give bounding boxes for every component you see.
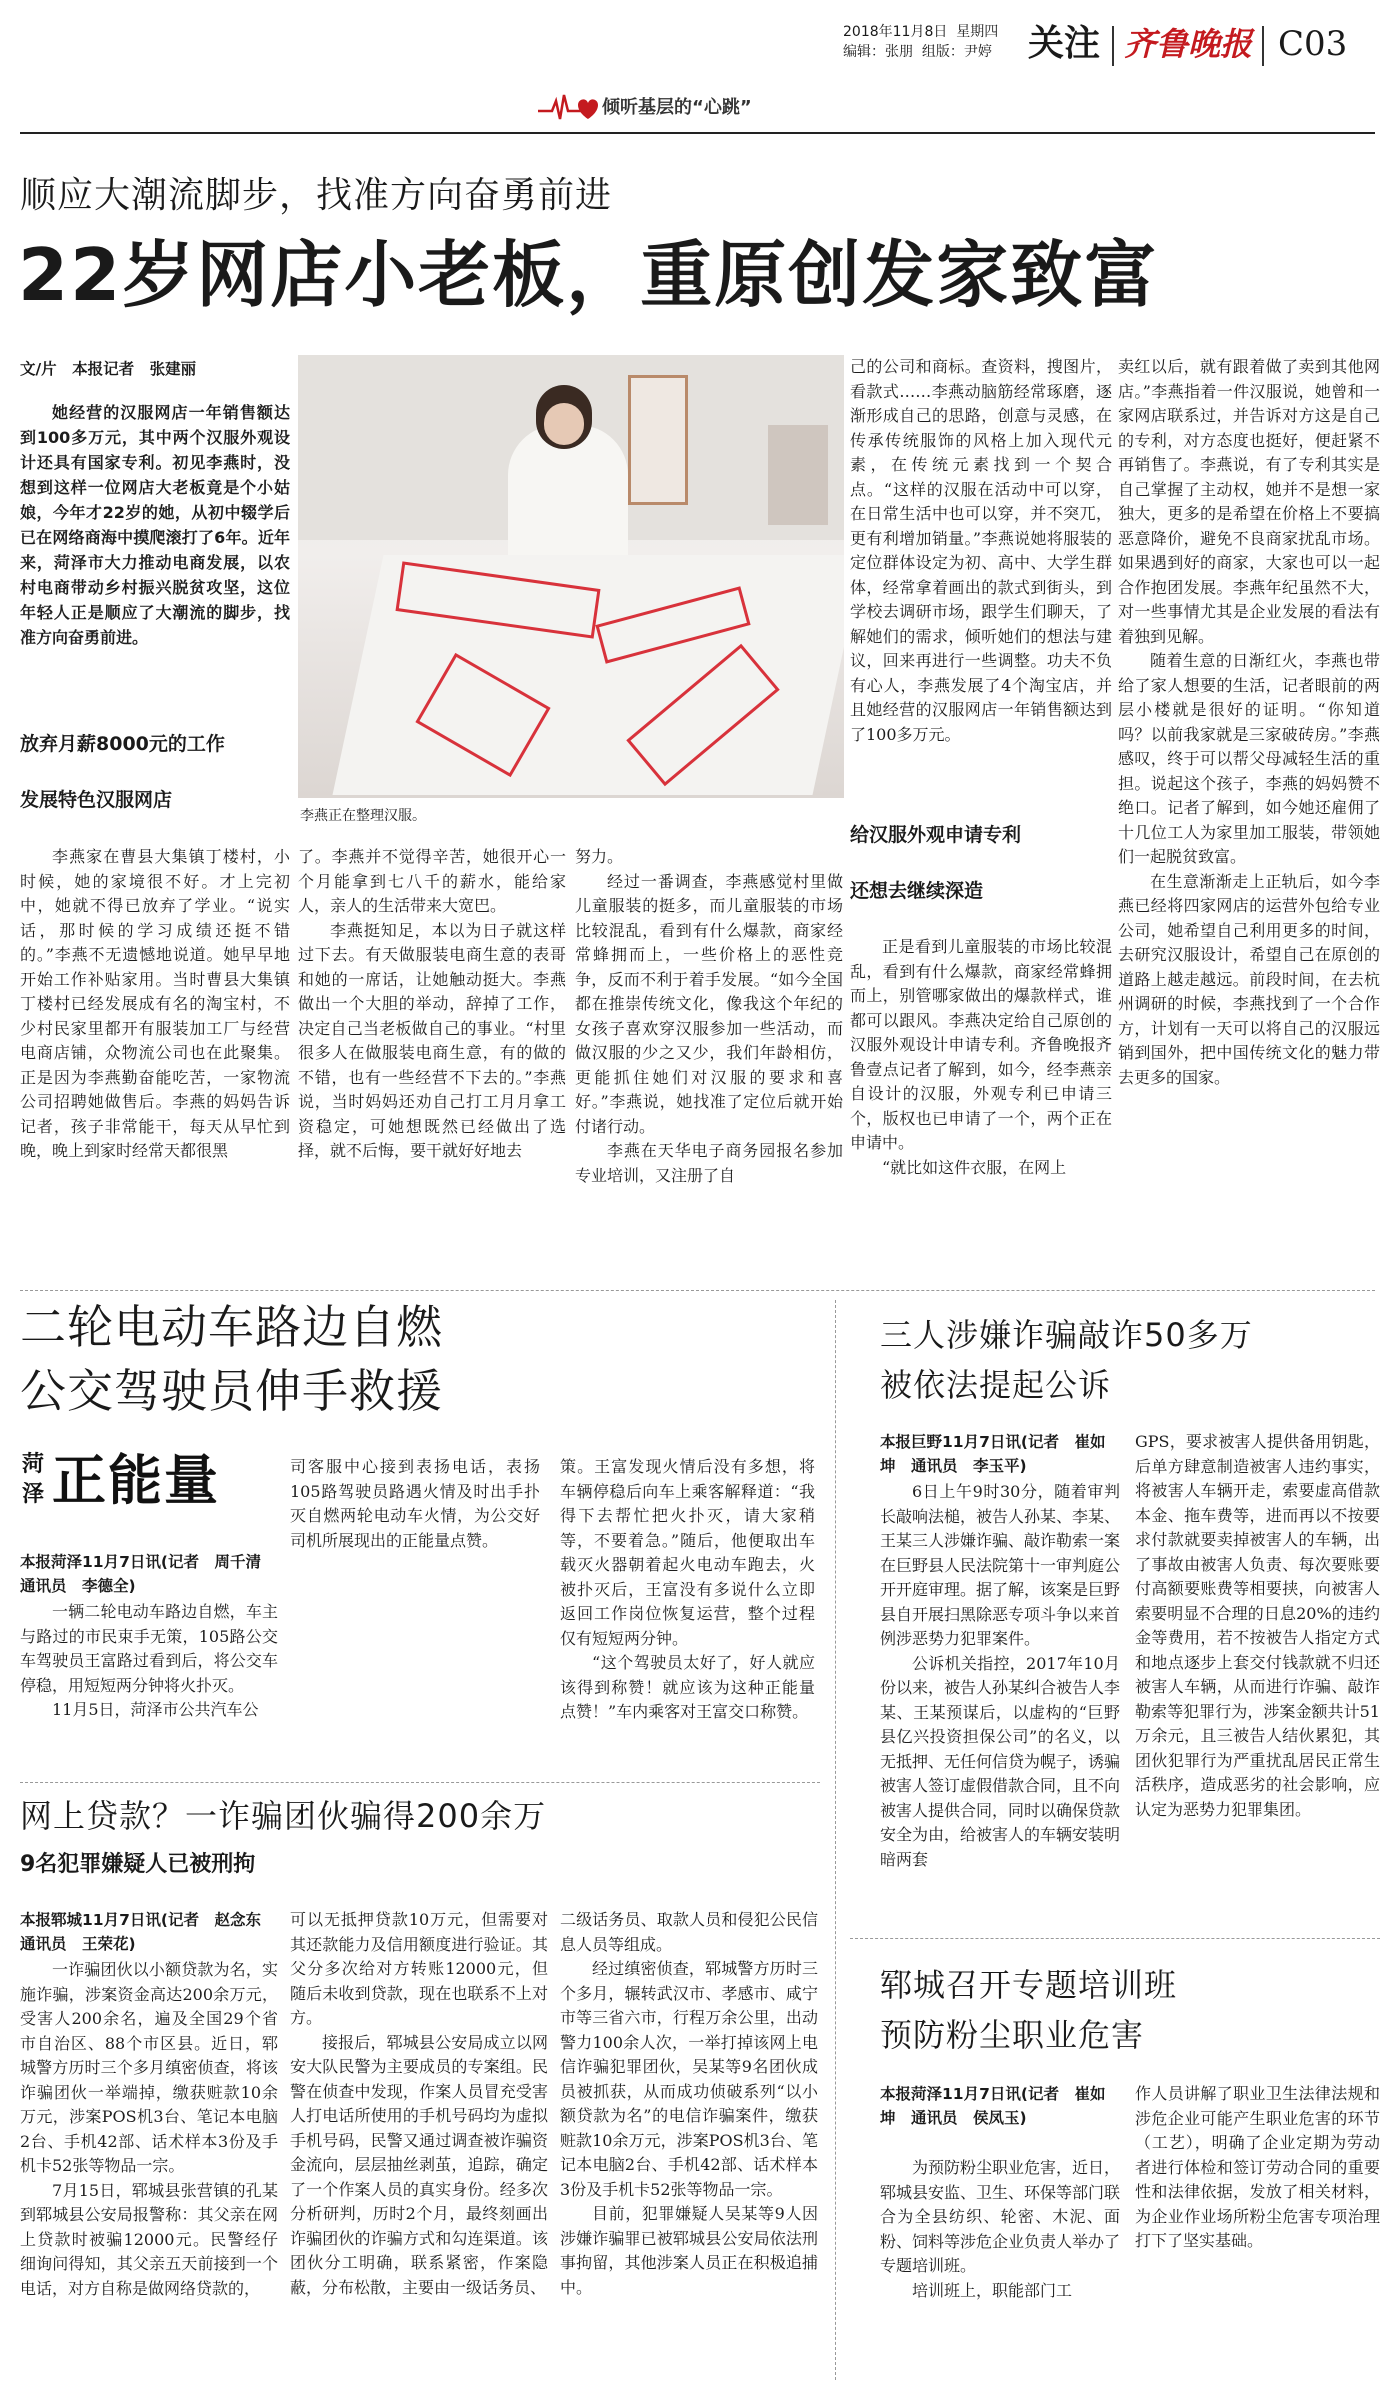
article-column: 作人员讲解了职业卫生法律法规和涉危企业可能产生职业危害的环节（工艺），明确了企业定期为劳动者进行体检和签订劳动合同的重要性和法律依据，发放了相关材料，为企业作业场所粉尘危害专项治理打下了坚实基础。 [1135,2084,1380,2250]
photo-caption: 李燕正在整理汉服。 [300,808,426,824]
paper-logo: 齐鲁晚报 [1124,25,1253,63]
editor-credit: 编辑：张朋 [843,44,913,60]
subheadline: 9名犯罪嫌疑人已被刑拘 [20,1852,256,1877]
article-column: 策。王富发现火情后没有多想，将车辆停稳后向车上乘客解释道：“我得下去帮忙把火扑灭，请大家稍等，不要着急。”随后，他便取出车载灭火器朝着起火电动车跑去，火被扑灭后，王富没有多说什么立即返回工作岗位恢复运营，整个过程仅有短短两分钟。 “这个驾驶员太好了，好人就应该得到称赞！就应该为这种正能量点赞！”车内乘客对王富交口称赞。 [560,1457,815,1721]
headline: 22岁网店小老板，重原创发家致富 [18,233,1159,317]
article-column: 一辆二轮电动车路边自燃，车主与路过的市民束手无策，105路公交车驾驶员王富路过看到后，将公交车停稳，用短短两分钟将火扑灭。 11月5日，菏泽市公共汽车公 [20,1602,278,1719]
byline: 本报巨野11月7日讯(记者 崔如坤 通讯员 李玉平) [880,1433,1106,1475]
designer-credit: 组版：尹婷 [921,44,992,60]
positive-energy-logo: 菏泽 正能量 [22,1449,220,1512]
article-column: 了。李燕并不觉得辛苦，她很开心一个月能拿到七八千的薪水，能给家人，亲人的生活带来大宽巴。 李燕挺知足，本以为日子就这样过下去。有天做服装电商生意的表哥和她的一席话，让她触动挺大。李燕做出一个大胆的举动，辞掉了工作，决定自己当老板做自己的事业。“村里很多人在做服装电商生意，有的做的不错，也有一些经营不下去的。”李燕说，当时妈妈还劝自己打工月月拿工资稳定，可她想既然已经做出了选择，就不后悔，要干就好好地去 [298,847,566,1160]
byline: 本报菏泽11月7日讯(记者 周千清 通讯员 李德全) [20,1553,277,1595]
headline: 网上贷款？一诈骗团伙骗得200余万 [20,1797,547,1835]
subhead: 给汉服外观申请专利 还想去继续深造 [850,824,1022,902]
article-column: 司客服中心接到表扬电话，表扬105路驾驶员路遇火情及时出手扑灭自燃两轮电动车火情，为公交好司机所展现出的正能量点赞。 [290,1457,540,1550]
banner-logo [538,88,838,128]
heartbeat-icon [538,91,598,125]
lead-paragraph: 她经营的汉服网店一年销售额达到100多万元，其中两个汉服外观设计还具有国家专利。初见李燕时，没想到这样一位网店大老板竟是个小姑娘，今年才22岁的她，从初中辍学后已在网络商海中摸爬滚打了6年。近年来，菏泽市大力推动电商发展，以农村电商带动乡村振兴脱贫攻坚，这位年轻人正是顺应了大潮流的脚步，找准方向奋勇前进。 [20,403,290,647]
article-column: 正是看到儿童服装的市场比较混乱，看到有什么爆款，商家经常蜂拥而上，别管哪家做出的爆款样式，谁都可以跟风。李燕决定给自己原创的汉服外观设计申请专利。齐鲁晚报齐鲁壹点记者了解到，如今，经李燕亲自设计的汉服，外观专利已申请三个，版权也已申请了一个，两个正在申请中。 “就比如这件衣服，在网上 [850,937,1112,1177]
headline: 二轮电动车路边自燃 公交驾驶员伸手救援 [20,1300,443,1418]
subhead: 放弃月薪8000元的工作 发展特色汉服网店 [20,733,225,811]
byline: 本报郓城11月7日讯(记者 赵念东 通讯员 王荣花) [20,1911,277,1953]
byline: 文/片 本报记者 张建丽 [20,360,197,378]
article-column: 己的公司和商标。查资料，搜图片，看款式……李燕动脑筋经常琢磨，逐渐形成自己的思路，创意与灵感，在传承传统服饰的风格上加入现代元素，在传统元素找到一个契合点。“这样的汉服在活动中可以穿，在日常生活中也可以穿，并不突兀，更有利增加销量。”李燕说她将服装的定位群体设定为初、高中、大学生群体，经常拿着画出的款式到街头，到学校去调研市场，跟学生们聊天，了解她们的需求，倾听她们的想法与建议，回来再进行一些调整。功夫不负有心人，李燕发展了4个淘宝店，并且她经营的汉服网店一年销售额达到了100多万元。 [850,357,1112,744]
article-column: 6日上午9时30分，随着审判长敲响法槌，被告人孙某、李某、王某三人涉嫌诈骗、敲诈勒索一案在巨野县人民法院第十一审判庭公开开庭审理。据了解，该案是巨野县自开展扫黑除恶专项斗争以来首例涉恶势力犯罪案件。 公诉机关指控，2017年10月份以来，被告人孙某纠合被告人李某、王某预谋后，以虚构的“巨野县亿兴投资担保公司”的名义，以无抵押、无任何信贷为幌子，诱骗被害人签订虚假借款合同，且不向被害人提供合同，同时以确保贷款安全为由，给被害人的车辆安装明暗两套 [880,1482,1120,1869]
issue-weekday: 星期四 [956,24,999,40]
article-column: 二级话务员、取款人员和侵犯公民信息人员等组成。 经过缜密侦查，郓城警方历时三个多月，辗转武汉市、孝感市、咸宁市等三省六市，行程万余公里，出动警力100余人次，一举打掉该网上电信诈骗犯罪团伙，吴某等9名团伙成员被抓获，从而成功侦破系列“以小额贷款为名”的电信诈骗案件，缴获赃款10余万元，涉案POS机3台、笔记本电脑2台、手机42部、话术样本3份及手机卡52张等物品一宗。 目前，犯罪嫌疑人吴某等9人因涉嫌诈骗罪已被郓城县公安局依法刑事拘留，其他涉案人员正在积极追捕中。 [560,1910,818,2297]
kicker: 顺应大潮流脚步，找准方向奋勇前进 [20,175,613,216]
section-name: 关注 [1028,23,1101,64]
article-column: 可以无抵押贷款10万元，但需要对其还款能力及信用额度进行验证。其父分多次给对方转账12000元，但随后未收到贷款，现在也联系不上对方。 接报后，郓城县公安局成立以网安大队民警为主要成员的专案组。民警在侦查中发现，作案人员冒充受害人打电话所使用的手机号码均为虚拟手机号码，民警又通过调查被诈骗资金流向，层层抽丝剥茧，追踪，确定了一个作案人员的真实身份。经多次分析研判，历时2个月，最终刻画出诈骗团伙的诈骗方式和勾连渠道。该团伙分工明确，联系紧密，作案隐蔽，分布松散，主要由一级话务员、 [290,1910,548,2297]
divider [1262,26,1264,66]
photo [298,355,844,798]
byline: 本报菏泽11月7日讯(记者 崔如坤 通讯员 侯凤玉) [880,2085,1106,2127]
article-column: 为预防粉尘职业危害，近日，郓城县安监、卫生、环保等部门联合为全县纺织、轮密、木泥、面粉、饲料等涉危企业负责人举办了专题培训班。 培训班上，职能部门工 [880,2158,1120,2300]
article-column: 一诈骗团伙以小额贷款为名，实施诈骗，涉案资金高达200余万元，受害人200余名，遍及全国29个省市自治区、88个市区县。近日，郓城警方历时三个多月缜密侦查，将该诈骗团伙一举端掉，缴获赃款10余万元，涉案POS机3台、笔记本电脑2台、手机42部、话术样本3份及手机卡52张等物品一宗。 7月15日，郓城县张营镇的孔某到郓城县公安局报警称：其父亲在网上贷款时被骗12000元。民警经仔细询问得知，其父亲五天前接到一个电话，对方自称是做网络贷款的， [20,1960,278,2298]
article-column: 卖红以后，就有跟着做了卖到其他网店。”李燕指着一件汉服说，她曾和一家网店联系过，并告诉对方这是自己的专利，对方态度也挺好，便赶紧不再销售了。李燕说，有了专利其实是自己掌握了主动权，她并不是想一家独大，更多的是希望在价格上不要搞恶意降价，避免不良商家扰乱市场。如果遇到好的商家，大家也可以一起合作抱团发展。李燕年纪虽然不大，对一些事情尤其是企业发展的看法有着独到见解。 随着生意的日渐红火，李燕也带给了家人想要的生活，记者眼前的两层小楼就是很好的证明。“你知道吗？以前我家就是三家破砖房。”李燕感叹，终于可以帮父母减轻生活的重担。说起这个孩子，李燕的妈妈赞不绝口。记者了解到，如今她还雇佣了十几位工人为家里加工服装，带领她们一起脱贫致富。 在生意渐渐走上正轨后，如今李燕已经将四家网店的运营外包给专业公司，她希望自己利用更多的时间，去研究汉服设计，希望自己在原创的道路上越走越远。前段时间，在去杭州调研的时候，李燕找到了一个合作方，计划有一天可以将自己的汉服远销到国外，把中国传统文化的魅力带去更多的国家。 [1118,357,1380,1087]
article-column: 努力。 经过一番调查，李燕感觉村里做儿童服装的挺多，而儿童服装的市场比较混乱，看到有什么爆款，商家经常蜂拥而上，一些价格上的恶性竞争，反而不利于着手发展。“如今全国都在推崇传统文化，像我这个年纪的女孩子喜欢穿汉服参加一些活动，而做汉服的少之又少，我们年龄相仿，更能抓住她们对汉服的要求和喜好。”李燕说，她找准了定位后就开始付诸行动。 李燕在天华电子商务园报名参加专业培训，又注册了自 [575,847,843,1185]
issue-date: 2018年11月8日 [843,24,948,40]
masthead [0,0,1395,80]
banner-text: 倾听基层的“心跳” [602,97,752,118]
article-column: 李燕家在曹县大集镇丁楼村，小时候，她的家境很不好。才上完初中，她就不得已放弃了学业。“说实话，那时候的学习成绩还挺不错的。”李燕不无遗憾地说道。她早早地开始工作补贴家用。当时曹县大集镇丁楼村已经发展成有名的淘宝村，不少村民家里都开有服装加工厂与经营电商店铺，众物流公司也在此聚集。正是因为李燕勤奋能吃苦，一家物流公司招聘她做售后。李燕的妈妈告诉记者，孩子非常能干，每天从早忙到晚，晚上到家时经常天都很黑 [20,847,290,1160]
headline: 三人涉嫌诈骗敲诈50多万 被依法提起公诉 [880,1316,1253,1404]
headline: 郓城召开专题培训班 预防粉尘职业危害 [880,1966,1178,2054]
page-number: C03 [1278,24,1348,64]
article-column: GPS，要求被害人提供备用钥匙，后单方肆意制造被害人违约事实，将被害人车辆开走，索要虚高借款本金、拖车费等，进而再以不按要求付款就要卖掉被害人的车辆，出了事故由被害人负责、每次要账要付高额要账费等相要挟，向被害人索要明显不合理的日息20%的违约金等费用，若不按被告人指定方式和地点逐步上套交付钱款就不归还被害人车辆，从而进行诈骗、敲诈勒索等犯罪行为，涉案金额共计51万余元，且三被告人结伙累犯，其团伙犯罪行为严重扰乱居民正常生活秩序，造成恶劣的社会影响，应认定为恶势力犯罪集团。 [1135,1432,1380,1819]
divider [1112,26,1114,66]
